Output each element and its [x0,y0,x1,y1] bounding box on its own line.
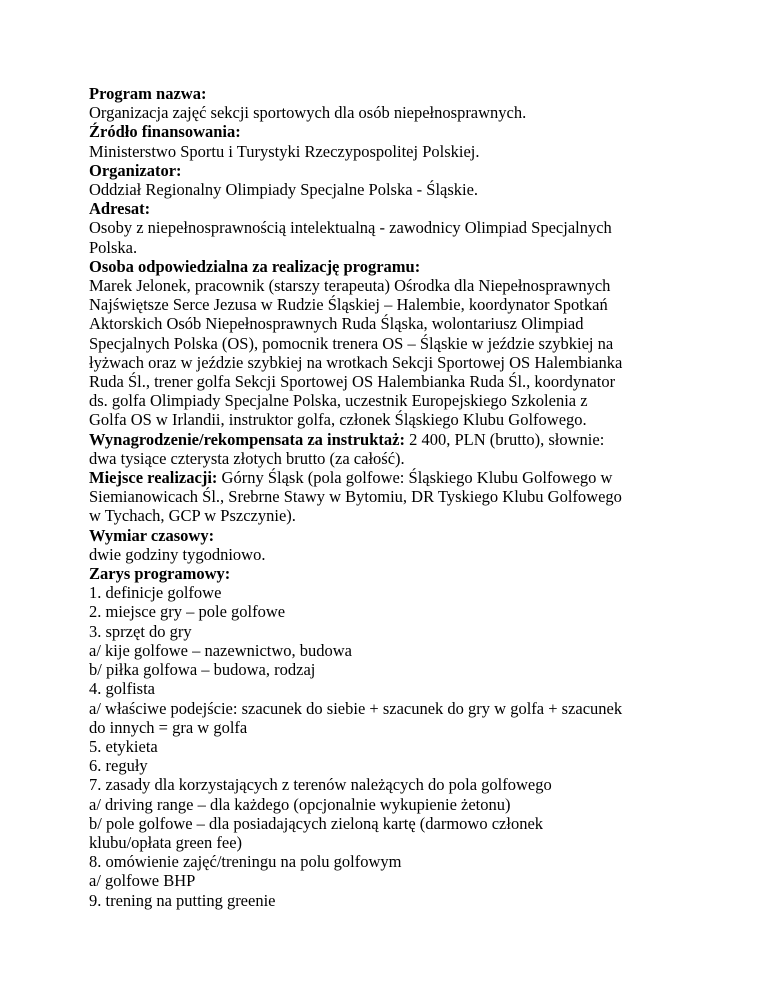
outline-item: a/ kije golfowe – nazewnictwo, budowa [89,640,353,660]
section-addressee [89,199,709,257]
outline-item: 3. sprzęt do gry [89,621,192,641]
venue-first-line [89,468,709,487]
organizer-text: Oddział Regionalny Olimpiady Specjalne Polska - Śląskie. [89,180,479,200]
outline-item: 4. golfista [89,679,155,699]
outline-item: 9. trening na putting greenie [89,890,276,910]
outline-item: 2. miejsce gry – pole golfowe [89,602,286,622]
outline-item: 8. omówienie zajęć/treningu na polu golfowym [89,852,402,872]
heading-program-name: Program nazwa: [89,84,207,103]
outline-item: 1. definicje golfowe [89,583,222,603]
heading-funding-source: Źródło finansowania: [89,122,241,142]
venue-text-start: Górny Śląsk (pola golfowe: Śląskiego Klubu Golfowego w [217,468,613,488]
heading-responsible-person: Osoba odpowiedzialna za realizację programu: [89,256,421,276]
venue-text-line: w Tychach, GCP w Pszczynie). [89,506,296,526]
document-page [89,84,709,910]
heading-venue: Miejsce realizacji: [89,468,218,488]
section-remuneration [89,430,709,468]
addressee-text-line: Polska. [89,237,138,257]
heading-outline: Zarys programowy: [89,564,231,584]
outline-item: do innych = gra w golfa [89,717,248,737]
responsible-person-line: Marek Jelonek, pracownik (starszy terapeuta) Ośrodka dla Niepełnosprawnych [89,276,611,296]
outline-item: 7. zasady dla korzystających z terenów należących do pola golfowego [89,775,552,795]
outline-item: b/ piłka golfowa – budowa, rodzaj [89,660,316,680]
section-venue [89,468,709,526]
section-organizer [89,161,709,199]
heading-addressee: Adresat: [89,199,151,219]
addressee-text-line: Osoby z niepełnosprawnością intelektualną - zawodnicy Olimpiad Specjalnych [89,218,612,238]
heading-time-frame: Wymiar czasowy: [89,525,215,545]
responsible-person-line: Najświętsze Serce Jezusa w Rudzie Śląskiej – Halembie, koordynator Spotkań [89,295,608,315]
remuneration-amount: 2 400, PLN (brutto), słownie: [404,429,605,449]
heading-remuneration: Wynagrodzenie/rekompensata za instruktaż: [89,429,405,449]
outline-item: 5. etykieta [89,736,158,756]
time-frame-text: dwie godziny tygodniowo. [89,544,266,564]
outline-item: klubu/opłata green fee) [89,832,243,852]
responsible-person-line: Golfa OS w Irlandii, instruktor golfa, członek Śląskiego Klubu Golfowego. [89,410,587,430]
remuneration-first-line [89,430,709,449]
heading-organizer: Organizator: [89,160,182,180]
section-time-frame [89,526,709,564]
outline-item: a/ golfowe BHP [89,871,196,891]
outline-item: a/ właściwe podejście: szacunek do siebie + szacunek do gry w golfa + szacunek [89,698,623,718]
section-outline [89,564,709,910]
venue-text-line: Siemianowicach Śl., Srebrne Stawy w Bytomiu, DR Tyskiego Klubu Golfowego [89,487,622,507]
responsible-person-line: Ruda Śl., trener golfa Sekcji Sportowej OS Halembianka Ruda Śl., koordynator [89,372,616,392]
responsible-person-line: Aktorskich Osób Niepełnosprawnych Ruda Śląska, wolontariusz Olimpiad [89,314,584,334]
responsible-person-line: Specjalnych Polska (OS), pomocnik trenera OS – Śląskie w jeździe szybkiej na [89,333,614,353]
outline-item: 6. reguły [89,756,148,776]
remuneration-text-line: dwa tysiące czterysta złotych brutto (za całość). [89,448,405,468]
section-funding-source [89,122,709,160]
section-program-name [89,84,709,122]
responsible-person-line: łyżwach oraz w jeździe szybkiej na wrotkach Sekcji Sportowej OS Halembianka [89,352,623,372]
outline-item: b/ pole golfowe – dla posiadających zieloną kartę (darmowo członek [89,813,544,833]
funding-source-text: Ministerstwo Sportu i Turystyki Rzeczypospolitej Polskiej. [89,141,480,161]
responsible-person-line: ds. golfa Olimpiady Specjalne Polska, uczestnik Europejskiego Szkolenia z [89,391,588,411]
section-responsible-person [89,257,709,430]
program-name-text: Organizacja zajęć sekcji sportowych dla osób niepełnosprawnych. [89,103,527,123]
outline-item: a/ driving range – dla każdego (opcjonalnie wykupienie żetonu) [89,794,511,814]
